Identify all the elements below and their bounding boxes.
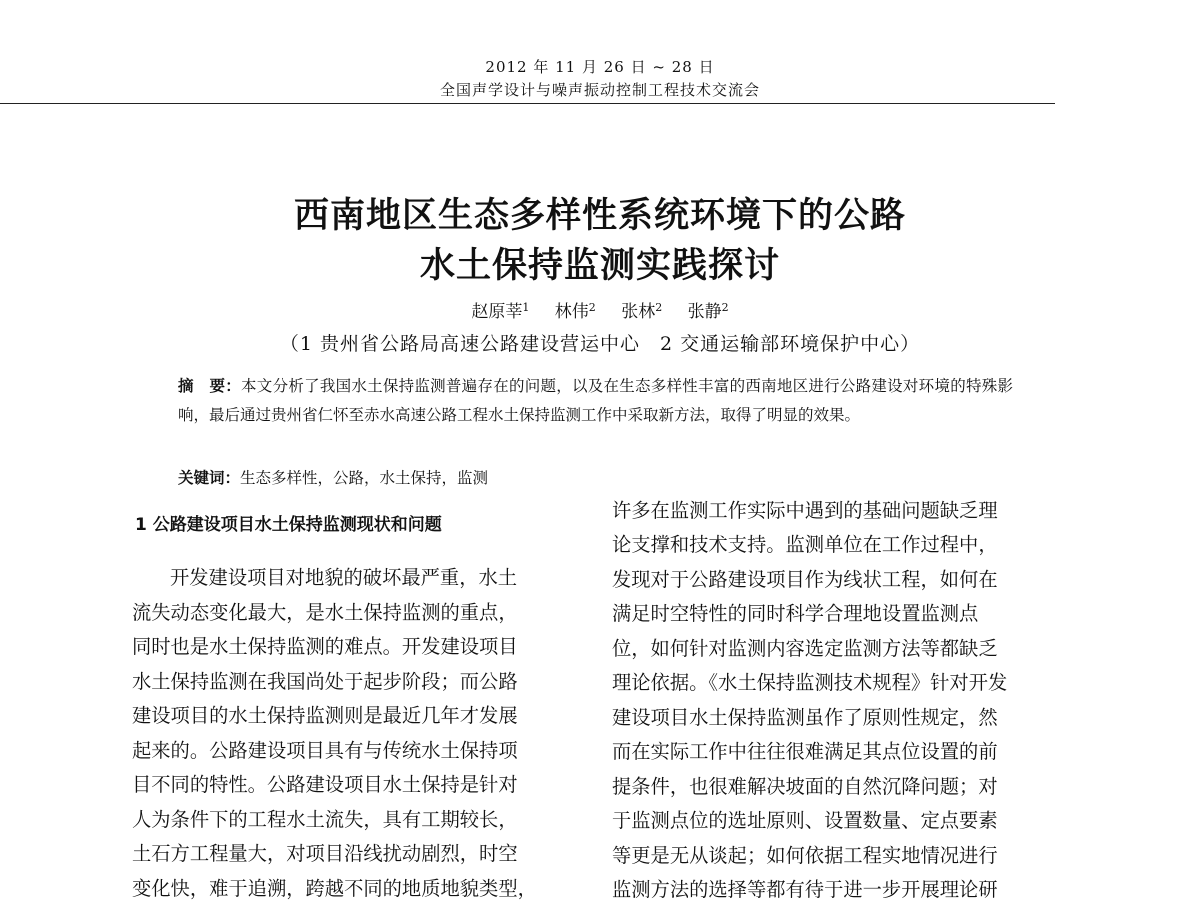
conference-date: 2012 年 11 月 26 日 ~ 28 日 <box>485 58 715 76</box>
paper-title-line-1: 西南地区生态多样性系统环境下的公路 <box>293 196 906 236</box>
paragraph-line: 理论依据。《水土保持监测技术规程》针对开发 <box>612 671 1008 694</box>
abstract <box>178 372 1013 430</box>
paragraph-line: 起来的。公路建设项目具有与传统水土保持项 <box>132 739 518 762</box>
paragraph-line: 流失动态变化最大，是水土保持监测的重点， <box>132 601 518 624</box>
paragraph-line: 提条件，也很难解决坡面的自然沉降问题；对 <box>612 775 998 798</box>
paragraph-line: 而在实际工作中往往很难满足其点位设置的前 <box>612 740 998 763</box>
keywords-text: 生态多样性，公路，水土保持，监测 <box>240 469 489 487</box>
conference-name: 全国声学设计与噪声振动控制工程技术交流会 <box>439 81 760 99</box>
author-list <box>0 297 1200 322</box>
section-heading: 1 公路建设项目水土保持监测现状和问题 <box>135 515 442 535</box>
author: 林伟$^2$ <box>554 301 596 322</box>
paragraph-line: 监测方法的选择等都有待于进一步开展理论研 <box>612 878 998 901</box>
author: 张林$^2$ <box>621 301 663 322</box>
affiliations: （1 贵州省公路局高速公路建设营运中心 2 交通运输部环境保护中心） <box>279 333 921 355</box>
keywords <box>178 466 488 488</box>
paragraph-line: 建设项目水土保持监测虽作了原则性规定，然 <box>612 706 998 729</box>
author: 赵原莘$^1$ <box>471 301 530 322</box>
paragraph-line: 人为条件下的工程水土流失，具有工期较长， <box>132 808 518 831</box>
header-rule <box>0 103 1055 104</box>
paragraph-line: 满足时空特性的同时科学合理地设置监测点 <box>612 602 979 625</box>
paragraph-line: 等更是无从谈起；如何依据工程实地情况进行 <box>612 844 998 867</box>
paragraph-line: 变化快，难于追溯，跨越不同的地质地貌类型， <box>132 877 537 900</box>
abstract-text: 本文分析了我国水土保持监测普遍存在的问题，以及在生态多样性丰富的西南地区进行公路建设对环境的特殊影响，最后通过贵州省仁怀至赤水高速公路工程水土保持监测工作中采取新方法，取得了明显的效果。 <box>178 377 1013 424</box>
paragraph-line: 论支撑和技术支持。监测单位在工作过程中， <box>612 533 998 556</box>
paragraph-line: 发现对于公路建设项目作为线状工程，如何在 <box>612 568 998 591</box>
paragraph-line: 水土保持监测在我国尚处于起步阶段；而公路 <box>132 670 518 693</box>
paragraph-line: 开发建设项目对地貌的破坏最严重，水土 <box>170 566 518 589</box>
paragraph-line: 建设项目的水土保持监测则是最近几年才发展 <box>132 704 518 727</box>
paper-title-line-2: 水土保持监测实践探讨 <box>419 246 780 286</box>
author: 张静$^2$ <box>687 301 729 322</box>
paragraph-line: 土石方工程量大，对项目沿线扰动剧烈，时空 <box>132 842 518 865</box>
paragraph-line: 同时也是水土保持监测的难点。开发建设项目 <box>132 635 518 658</box>
keywords-label: 关键词： <box>178 469 241 487</box>
paragraph-line: 位，如何针对监测内容选定监测方法等都缺乏 <box>612 637 998 660</box>
paragraph-line: 目不同的特性。公路建设项目水土保持是针对 <box>132 773 518 796</box>
paragraph-line: 许多在监测工作实际中遇到的基础问题缺乏理 <box>612 499 998 522</box>
paragraph-line: 于监测点位的选址原则、设置数量、定点要素 <box>612 809 998 832</box>
abstract-label: 摘 要： <box>178 377 242 395</box>
